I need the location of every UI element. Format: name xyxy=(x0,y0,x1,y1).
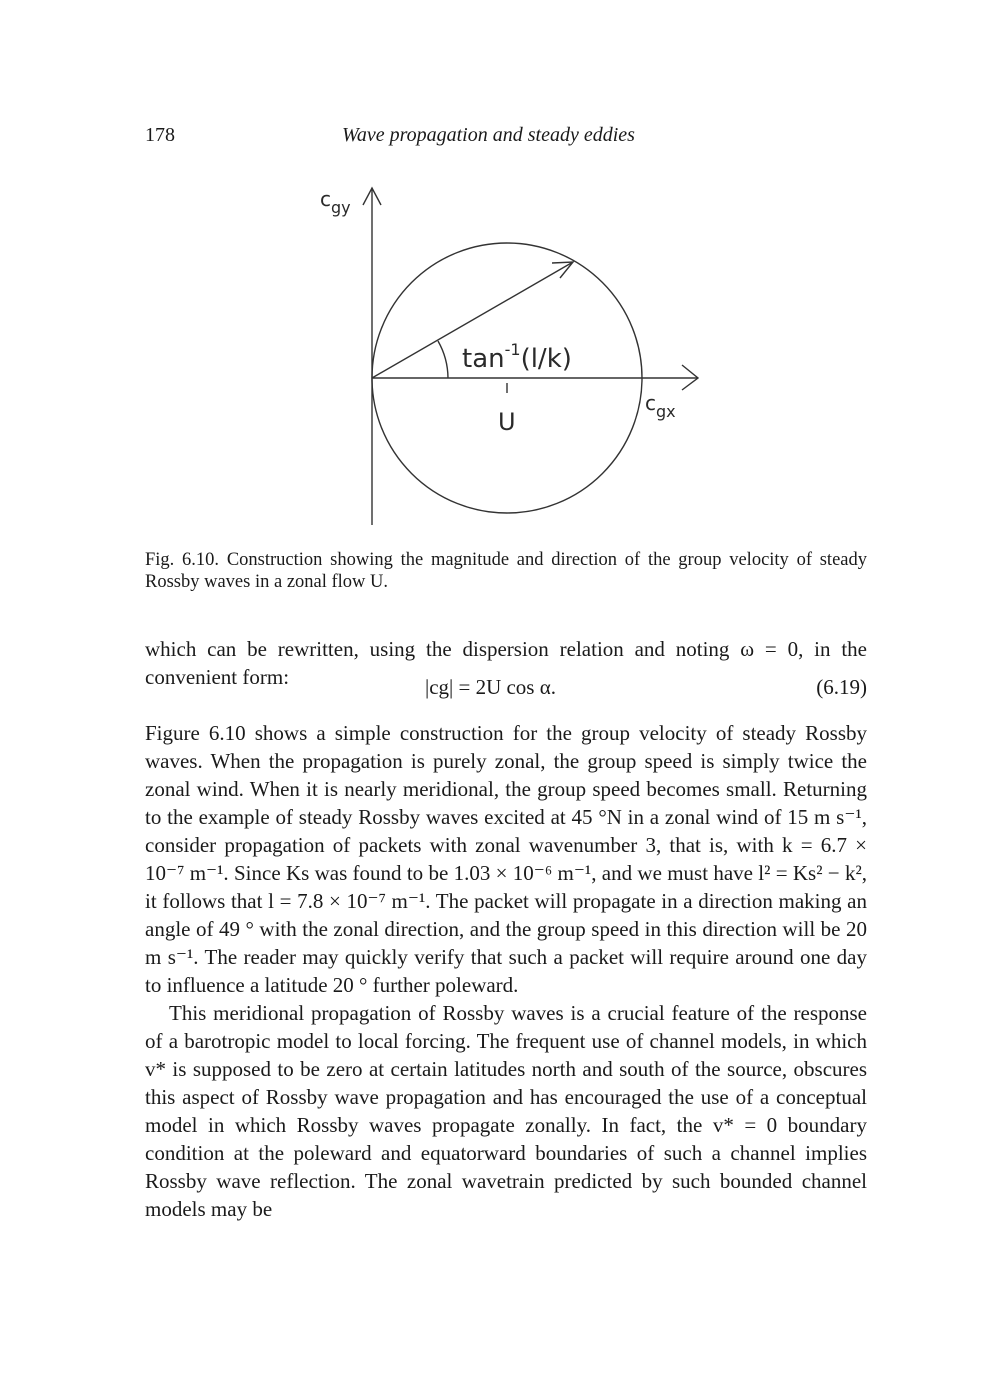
figure-caption: Fig. 6.10. Construction showing the magnitude and direction of the group velocity of steady Rossby waves in a zonal flow U. xyxy=(145,550,867,592)
equation-6-19 xyxy=(145,675,867,705)
paragraph-1: Figure 6.10 shows a simple construction for the group velocity of steady Rossby waves. When the propagation is purely zonal, the group speed is simply twice the zonal wind. When it is nearly meridional, the group speed becomes small. Returning to the example of steady Rossby waves excited at 45 °N in a zonal wind of 15 m s⁻¹, consider propagation of packets with zonal wavenumber 3, that is, with k = 6.7 × 10⁻⁷ m⁻¹. Since Ks was found to be 1.03 × 10⁻⁶ m⁻¹, and we must have l² = Ks² − k², it follows that l = 7.8 × 10⁻⁷ m⁻¹. The packet will propagate in a direction making an angle of 49 ° with the zonal direction, and the group speed in this direction will be 20 m s⁻¹. The reader may quickly verify that such a packet will require around one day to influence a latitude 20 ° further poleward. xyxy=(145,721,867,997)
group-velocity-diagram xyxy=(290,180,720,530)
intro-text: which can be rewritten, using the dispersion relation and noting ω = 0, in the convenient form: xyxy=(145,637,867,689)
equation-number: (6.19) xyxy=(816,675,867,699)
angle-arc xyxy=(438,341,448,378)
angle-label: $\tan^{-1}(l/k)$ xyxy=(462,340,572,374)
x-axis-label: $c_{gx}$ xyxy=(645,391,676,421)
center-label: U xyxy=(498,408,516,436)
equation-body: |cg| = 2U cos α. xyxy=(425,675,556,699)
y-axis-label: $c_{gy}$ xyxy=(320,187,351,217)
page-number: 178 xyxy=(145,124,175,146)
paragraph-2: This meridional propagation of Rossby waves is a crucial feature of the response of a barotropic model to local forcing. The frequent use of channel models, in which v* is supposed to be zero at certain latitudes north and south of the source, obscures this aspect of Rossby wave propagation and has encouraged the use of a conceptual model in which Rossby waves propagate zonally. In fact, the v* = 0 boundary condition at the poleward and equatorward boundaries of such a channel implies Rossby wave reflection. The zonal wavetrain predicted by such bounded channel models may be xyxy=(145,1001,867,1221)
running-title: Wave propagation and steady eddies xyxy=(342,124,635,146)
